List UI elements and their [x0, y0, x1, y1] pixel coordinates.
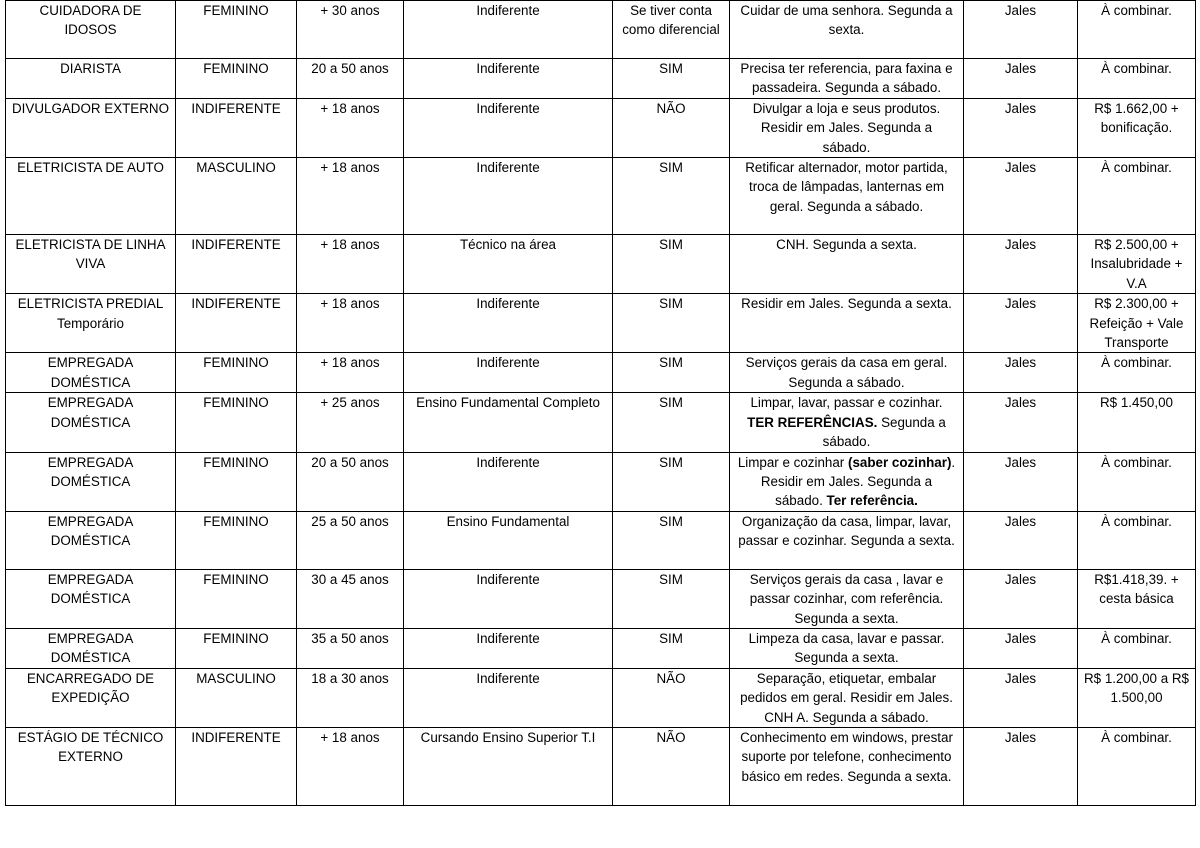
- description-text: Divulgar a loja e seus produtos. Residir em Jales. Segunda a sábado.: [752, 100, 941, 155]
- city-cell: Jales: [964, 569, 1078, 628]
- table-row: [6, 393, 1196, 452]
- education-cell: Indiferente: [404, 569, 613, 628]
- description-cell: [730, 158, 964, 235]
- description-cell: [730, 235, 964, 294]
- salary-cell: À combinar.: [1078, 59, 1196, 99]
- gender-cell: FEMININO: [176, 569, 297, 628]
- city-cell: Jales: [964, 393, 1078, 452]
- description-text: . Residir em Jales. Segunda a sábado.: [760, 454, 956, 509]
- education-cell: Ensino Fundamental: [404, 511, 613, 569]
- table-row: [6, 353, 1196, 393]
- table-row: [6, 452, 1196, 511]
- experience-cell: SIM: [613, 59, 730, 99]
- table-row: [6, 569, 1196, 628]
- emphasis-text: TER REFERÊNCIAS.: [747, 414, 878, 430]
- description-cell: [730, 98, 964, 157]
- education-cell: Indiferente: [404, 98, 613, 157]
- job-listings-table: [5, 0, 1196, 806]
- city-cell: Jales: [964, 628, 1078, 668]
- description-cell: [730, 511, 964, 569]
- experience-cell: SIM: [613, 569, 730, 628]
- gender-cell: INDIFERENTE: [176, 235, 297, 294]
- education-cell: Indiferente: [404, 1, 613, 59]
- age-range-cell: 20 a 50 anos: [297, 452, 404, 511]
- description-text: Serviços gerais da casa em geral. Segunda a sábado.: [745, 355, 948, 390]
- job-title-cell: ELETRICISTA PREDIAL Temporário: [6, 294, 176, 353]
- description-text: Residir em Jales. Segunda a sexta.: [741, 296, 952, 312]
- description-text: Separação, etiquetar, embalar pedidos em geral. Residir em Jales. CNH A. Segunda a sábado.: [740, 670, 953, 725]
- gender-cell: INDIFERENTE: [176, 727, 297, 805]
- description-cell: [730, 353, 964, 393]
- salary-cell: À combinar.: [1078, 511, 1196, 569]
- table-row: [6, 668, 1196, 727]
- age-range-cell: 20 a 50 anos: [297, 59, 404, 99]
- description-text: Limpar, lavar, passar e cozinhar.: [750, 395, 943, 411]
- gender-cell: FEMININO: [176, 1, 297, 59]
- gender-cell: FEMININO: [176, 452, 297, 511]
- age-range-cell: + 25 anos: [297, 393, 404, 452]
- gender-cell: INDIFERENTE: [176, 98, 297, 157]
- job-title-cell: EMPREGADA DOMÉSTICA: [6, 393, 176, 452]
- salary-cell: À combinar.: [1078, 158, 1196, 235]
- experience-cell: SIM: [613, 511, 730, 569]
- gender-cell: FEMININO: [176, 393, 297, 452]
- experience-cell: SIM: [613, 353, 730, 393]
- description-text: Segunda a sábado.: [822, 414, 946, 450]
- city-cell: Jales: [964, 668, 1078, 727]
- age-range-cell: 18 a 30 anos: [297, 668, 404, 727]
- education-cell: Indiferente: [404, 294, 613, 353]
- age-range-cell: + 18 anos: [297, 353, 404, 393]
- age-range-cell: + 30 anos: [297, 1, 404, 59]
- description-cell: [730, 668, 964, 727]
- table-row: [6, 59, 1196, 99]
- description-text: Precisa ter referencia, para faxina e passadeira. Segunda a sábado.: [740, 61, 953, 96]
- salary-cell: R$ 1.450,00: [1078, 393, 1196, 452]
- gender-cell: FEMININO: [176, 59, 297, 99]
- job-title-cell: DIVULGADOR EXTERNO: [6, 98, 176, 157]
- description-cell: [730, 628, 964, 668]
- job-rows: [6, 1, 1196, 806]
- salary-cell: R$1.418,39. + cesta básica: [1078, 569, 1196, 628]
- city-cell: Jales: [964, 59, 1078, 99]
- table-row: [6, 727, 1196, 805]
- description-cell: [730, 1, 964, 59]
- job-listings-sheet: [5, 0, 1195, 806]
- age-range-cell: 30 a 45 anos: [297, 569, 404, 628]
- description-text: Retificar alternador, motor partida, troca de lâmpadas, lanternas em geral. Segunda a sábado.: [745, 160, 948, 214]
- description-text: Cuidar de uma senhora. Segunda a sexta.: [740, 3, 953, 38]
- education-cell: Ensino Fundamental Completo: [404, 393, 613, 452]
- gender-cell: INDIFERENTE: [176, 294, 297, 353]
- education-cell: Técnico na área: [404, 235, 613, 294]
- experience-cell: SIM: [613, 393, 730, 452]
- education-cell: Indiferente: [404, 353, 613, 393]
- description-cell: [730, 452, 964, 511]
- description-text: Organização da casa, limpar, lavar, passar e cozinhar. Segunda a sexta.: [738, 513, 955, 549]
- city-cell: Jales: [964, 158, 1078, 235]
- job-title-cell: ESTÁGIO DE TÉCNICO EXTERNO: [6, 727, 176, 805]
- gender-cell: MASCULINO: [176, 668, 297, 727]
- description-cell: [730, 569, 964, 628]
- salary-cell: À combinar.: [1078, 1, 1196, 59]
- city-cell: Jales: [964, 235, 1078, 294]
- description-text: Limpeza da casa, lavar e passar. Segunda a sexta.: [748, 630, 945, 666]
- gender-cell: MASCULINO: [176, 158, 297, 235]
- job-title-cell: EMPREGADA DOMÉSTICA: [6, 569, 176, 628]
- age-range-cell: 35 a 50 anos: [297, 628, 404, 668]
- salary-cell: R$ 1.200,00 a R$ 1.500,00: [1078, 668, 1196, 727]
- salary-cell: À combinar.: [1078, 452, 1196, 511]
- description-cell: [730, 727, 964, 805]
- job-title-cell: CUIDADORA DE IDOSOS: [6, 1, 176, 59]
- job-title-cell: DIARISTA: [6, 59, 176, 99]
- education-cell: Indiferente: [404, 59, 613, 99]
- table-row: [6, 628, 1196, 668]
- education-cell: Indiferente: [404, 628, 613, 668]
- salary-cell: R$ 1.662,00 + bonificação.: [1078, 98, 1196, 157]
- salary-cell: À combinar.: [1078, 727, 1196, 805]
- experience-cell: Se tiver conta como diferencial: [613, 1, 730, 59]
- description-cell: [730, 294, 964, 353]
- experience-cell: NÃO: [613, 668, 730, 727]
- job-title-cell: ELETRICISTA DE AUTO: [6, 158, 176, 235]
- emphasis-text: (saber cozinhar): [847, 454, 952, 470]
- table-row: [6, 294, 1196, 353]
- emphasis-text: Ter referência.: [826, 493, 918, 509]
- city-cell: Jales: [964, 452, 1078, 511]
- salary-cell: R$ 2.300,00 + Refeição + Vale Transporte: [1078, 294, 1196, 353]
- description-text: Conhecimento em windows, prestar suporte por telefone, conhecimento básico em redes. Segunda a sexta.: [740, 729, 953, 784]
- gender-cell: FEMININO: [176, 628, 297, 668]
- experience-cell: NÃO: [613, 727, 730, 805]
- age-range-cell: + 18 anos: [297, 235, 404, 294]
- table-row: [6, 158, 1196, 235]
- table-row: [6, 511, 1196, 569]
- city-cell: Jales: [964, 353, 1078, 393]
- city-cell: Jales: [964, 511, 1078, 569]
- age-range-cell: 25 a 50 anos: [297, 511, 404, 569]
- education-cell: Indiferente: [404, 452, 613, 511]
- experience-cell: SIM: [613, 235, 730, 294]
- city-cell: Jales: [964, 98, 1078, 157]
- description-text: Limpar e cozinhar: [737, 454, 848, 470]
- description-cell: [730, 59, 964, 99]
- city-cell: Jales: [964, 727, 1078, 805]
- education-cell: Indiferente: [404, 668, 613, 727]
- experience-cell: SIM: [613, 294, 730, 353]
- job-title-cell: EMPREGADA DOMÉSTICA: [6, 353, 176, 393]
- description-text: Serviços gerais da casa , lavar e passar cozinhar, com referência. Segunda a sexta.: [749, 571, 944, 626]
- age-range-cell: + 18 anos: [297, 727, 404, 805]
- gender-cell: FEMININO: [176, 353, 297, 393]
- job-title-cell: EMPREGADA DOMÉSTICA: [6, 452, 176, 511]
- job-title-cell: EMPREGADA DOMÉSTICA: [6, 511, 176, 569]
- education-cell: Cursando Ensino Superior T.I: [404, 727, 613, 805]
- gender-cell: FEMININO: [176, 511, 297, 569]
- city-cell: Jales: [964, 1, 1078, 59]
- description-cell: [730, 393, 964, 452]
- description-text: CNH. Segunda a sexta.: [776, 237, 917, 253]
- salary-cell: À combinar.: [1078, 353, 1196, 393]
- age-range-cell: + 18 anos: [297, 98, 404, 157]
- experience-cell: SIM: [613, 628, 730, 668]
- education-cell: Indiferente: [404, 158, 613, 235]
- table-row: [6, 235, 1196, 294]
- city-cell: Jales: [964, 294, 1078, 353]
- job-title-cell: ENCARREGADO DE EXPEDIÇÃO: [6, 668, 176, 727]
- salary-cell: R$ 2.500,00 + Insalubridade + V.A: [1078, 235, 1196, 294]
- age-range-cell: + 18 anos: [297, 158, 404, 235]
- job-title-cell: EMPREGADA DOMÉSTICA: [6, 628, 176, 668]
- job-title-cell: ELETRICISTA DE LINHA VIVA: [6, 235, 176, 294]
- experience-cell: NÃO: [613, 98, 730, 157]
- experience-cell: SIM: [613, 158, 730, 235]
- salary-cell: À combinar.: [1078, 628, 1196, 668]
- table-row: [6, 1, 1196, 59]
- experience-cell: SIM: [613, 452, 730, 511]
- age-range-cell: + 18 anos: [297, 294, 404, 353]
- table-row: [6, 98, 1196, 157]
